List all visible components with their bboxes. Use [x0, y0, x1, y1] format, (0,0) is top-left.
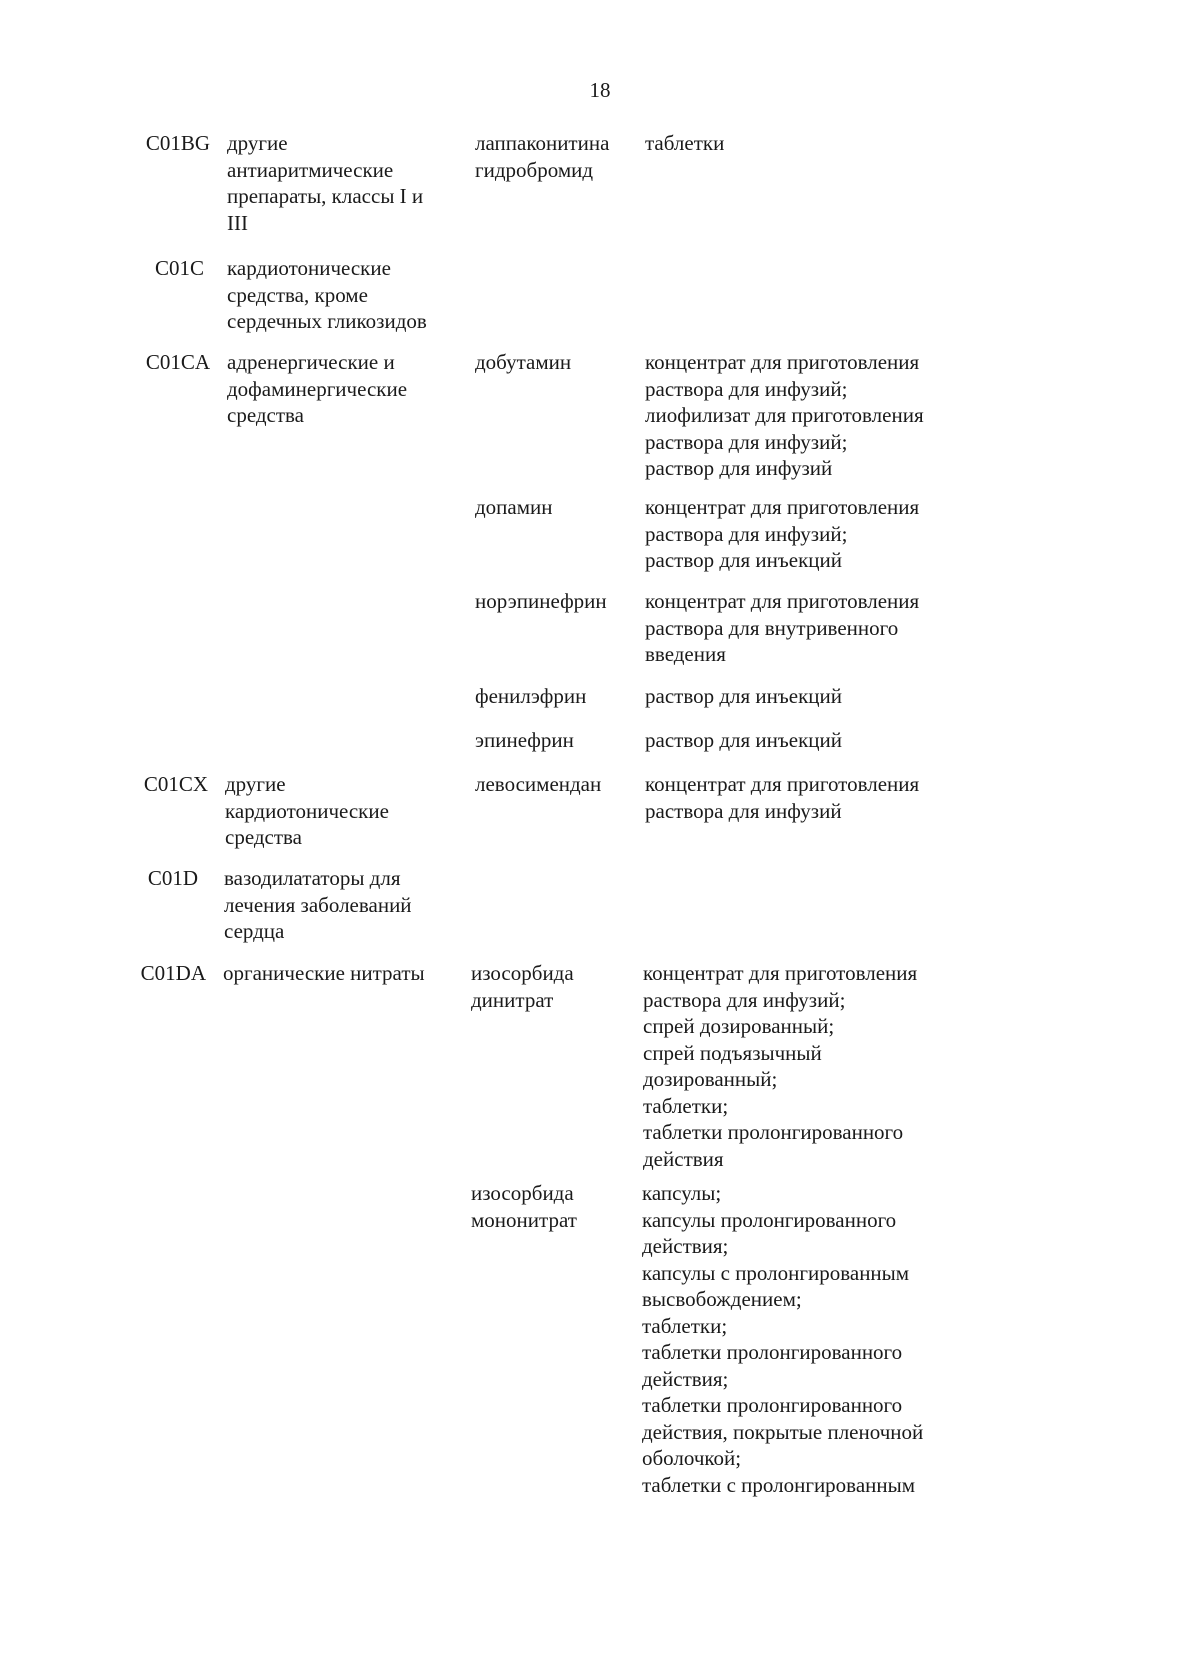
drug-name: норэпинефрин: [475, 589, 607, 613]
dosage-forms: концентрат для приготовления раствора для инфузий; раствор для инъекций: [645, 495, 920, 572]
drug-name: допамин: [475, 495, 553, 519]
dosage-forms: концентрат для приготовления раствора для внутривенного введения: [645, 589, 920, 666]
dosage-forms: концентрат для приготовления раствора для инфузий: [645, 772, 920, 823]
dosage-forms: концентрат для приготовления раствора для инфузий; лиофилизат для приготовления раствора для инфузий; раствор для инфузий: [645, 350, 924, 480]
atc-code: C01CX: [143, 772, 208, 796]
dosage-forms: концентрат для приготовления раствора для инфузий; спрей дозированный; спрей подъязычный дозированный; таблетки; таблетки пролонгированного действия: [643, 961, 918, 1171]
atc-code: C01C: [154, 256, 204, 280]
dosage-forms: раствор для инъекций: [645, 684, 842, 708]
drug-name: фенилэфрин: [475, 684, 587, 708]
drug-name: лаппаконитина гидробромид: [475, 131, 610, 182]
category-name: другие кардиотонические средства: [225, 772, 389, 849]
atc-code: C01DA: [140, 961, 206, 985]
atc-code: C01BG: [145, 131, 210, 155]
drug-name: изосорбида мононитрат: [471, 1181, 577, 1232]
dosage-forms: таблетки: [645, 131, 725, 155]
drug-name: левосимендан: [475, 772, 602, 796]
drug-name: эпинефрин: [475, 728, 574, 752]
dosage-forms: капсулы; капсулы пролонгированного действия; капсулы с пролонгированным высвобождением; таблетки; таблетки пролонгированного действия; таблетки пролонгированного действия, покрытые пленочной оболочкой; таблетки с пролонгированным: [642, 1181, 924, 1497]
drug-name: изосорбида динитрат: [471, 961, 574, 1012]
category-name: органические нитраты: [223, 961, 425, 985]
drug-name: добутамин: [475, 350, 572, 374]
category-name: адренергические и дофаминергические средства: [227, 350, 408, 427]
page-number: 18: [589, 78, 611, 102]
atc-code: C01CA: [145, 350, 210, 374]
category-name: кардиотонические средства, кроме сердечных гликозидов: [227, 256, 427, 333]
category-name: вазодилататоры для лечения заболеваний сердца: [224, 866, 412, 943]
category-name: другие антиаритмические препараты, классы I и III: [227, 131, 424, 235]
dosage-forms: раствор для инъекций: [645, 728, 842, 752]
atc-code: C01D: [147, 866, 198, 890]
